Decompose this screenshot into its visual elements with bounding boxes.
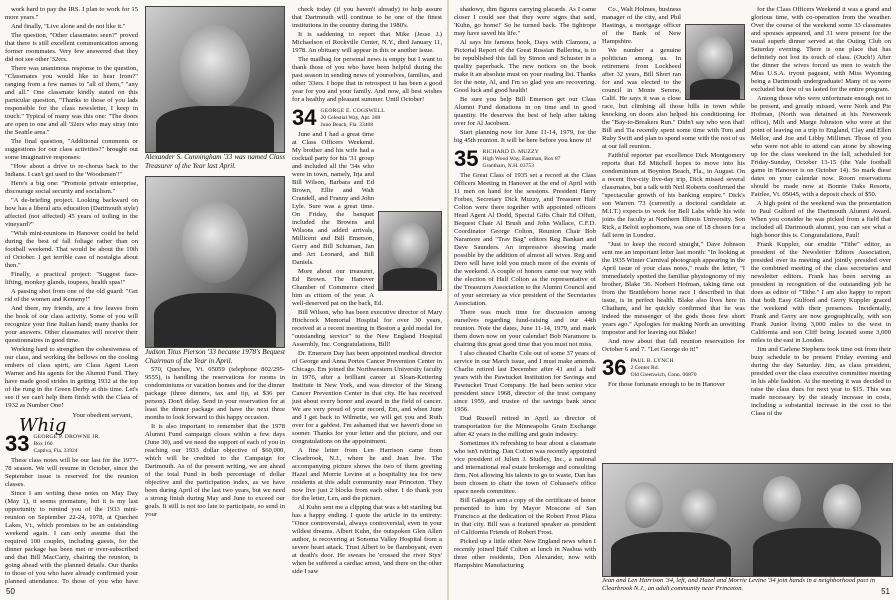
left-col-1 [5,6,138,586]
col2-paragraphs [145,366,285,519]
photo-caption-pierson: Judson Titus Pierson '33 became 1978's Bequest Chairman of the Year in April. [145,348,285,365]
class-34-header [292,105,442,130]
paragraph: The Great Class of 1935 set a record at the Class Officers Meeting in Hanover at the end of April with 11 men on hand for the sessions. President Harry Forbes, Secretary Dick Muzzy, and Treasurer Half Colton were there together with appointed officers Head Agent Al Dodd, Special Gifts Chair Ed Offutt, Bequest Chair Al Brush and John Wallace, C.F.D. Coordinator George Colton, Reunion Chair Bob Naramore and "Trav Bag" editors Reg Bankart and Dave Saunders. An impressive showing made possible by the addition of almost all wives. Reg and Dero will have told you much more of the events of the weekend. A couple of honors came our way with the election of Half Colton as the representative of the Treasurers Association to the Alumni Council and of your secretary as vice president of the Secretaries Association. [454,172,596,307]
photo-caption-cunningham: Alexander S. Cunningham '33 was named Class Treasurer of the Year last April. [145,153,285,170]
paragraph: Dud Russell retired in April as director of transportation for the Minneapolis Grain Exchange after 42 years in the milling and grain industry. [454,415,596,438]
paragraph: Al says his famous book, Days with Clamora, a Pictorial Report of the Great Russian Ballerina, is to be republished this fall by Simon and Schuster in a quality paperback. The new notices on the book make it an absolute must on your reading list. Thanks for the note, Al, and I'm so glad you are recovering. Good luck and good health! [454,39,596,94]
paragraph: And finally, "Live alone and do not like it." [11,23,126,30]
col1-paragraphs-after [5,457,138,586]
paragraph: Co., Walt Holmes, business manager of the city, and Phil Hastings, a mortgage officer of the Bank of New Hampshire. [602,6,681,45]
class-secretary: PAUL B. LYNCH 2 Center Rd. Old Greenwich, Conn. 06870 [630,358,697,378]
paragraph: There was much time for discussion among ourselves regarding fund-raising and our 44th reunion. Note the dates, June 11-14, 1979, and mark them down now on your calendar! Bob Naramore is chairing this great good time that you must not miss. [454,309,596,348]
paragraph: And there, my friends, are a few leaves from the book of our class activity. Some of you will recognize your fine Italian hand; many thanks for your answers. Other classmates will receive their questionnaires in good time. [5,305,138,344]
paragraph: More about our treasurer, Ed Brown. The Hanover Chamber of Commerce cited him as citizen of the year. A well-deserved pat on the back, Ed. [292,268,383,307]
class-number: 36 [602,355,627,380]
paragraph: I also cheated Charlie Cole out of some 37 years of service in our March issue, and I must make amends. Charlie retired last December after 41 and a half years with the Pawtucket Institution for Savings and Pawtucket Trust Company. He had been senior vice president since 1968, director of the trust company since 1959, and trustee of the savings bank since 1956. [454,350,596,413]
signature: Whig [19,415,67,436]
paragraph: for the Class Officers Weekend it was a grand and glorious time, with co-operation from the weather. Over the course of the weekend some 33 classmates and spouses appeared, and 31 were present for the usual superb dinner served at the Outing Club on Saturday evening. There is one place that has definitely not lost its touch of class. (Ouch!) After the dinner the wives forced us men to watch the Miss U.S.A. tryout pageant, with Miss Wyoming being a Dartmouth undergraduate! Many of us were excluded but few of us lasted for the entire program. [751,6,891,93]
paragraph: Jim and Carlene Stephens took time out from their busy schedule to be present Friday evening and during the day Saturday. Jim, as class president, presided over the class executive committee meeting in his able fashion. At the meeting it was decided to raise the class dues for next year to $15. This was made necessary by the steady increase in costs, including a substantial increase in the cost to the Class of the [751,346,891,417]
class-number: 34 [292,105,317,130]
right-col-3 [751,6,891,461]
paragraph: The mailbag for personal news is empty but I want to thank those of you who have been helpful during the past season in sending news of yourselves, families, and other '33ers. I hope that in retrospect it has been a good year for you and your family. And now, all best wishes for a healthy and pleasant summer. Until October! [292,56,442,103]
col2-paragraphs-after [602,381,745,389]
paragraph: Finally, a practical project: "Suggest face-lifting, monkey glands, toupees, health spas!" [5,271,138,286]
signoff: Your obedient servant, [72,412,132,419]
class-number: 33 [5,431,30,456]
col1-paragraphs [5,6,138,410]
paragraph: Be sure you help Bill Emerson get our Class Alumni Fund donations in on time and in good quantity. He deserves the best of help after taking over for Al Jacobsen. [454,96,596,127]
class-35-header [454,146,596,171]
paragraph: Start planning now for June 11-14, 1979, for the big 45th reunion. It will be here before you know it! [454,129,596,144]
portrait-photo-short [685,24,745,100]
paragraph: It is also important to remember that the 1978 Alumni Fund campaign closes within a few days (June 30), and we need the support of each of you in reaching our 1933 dollar objective of $60,000, which will be credited to the Campaign for Dartmouth. As of the present writing, we are ahead of the total Fund in both percentage of dollar objective and the participation index, as we have been during April of the last two years, but we need a strong finish during May and June to exceed our goals. It still is not too late to participate, so send in your [145,423,285,519]
paragraph: "Just to keep the record straight," Dave Johnson sent me an important letter last month: "In looking at the 1935 Winter Carnival photograph appearing in the April issue of your class notes," reads the letter, "I immediately spotted the familiar physiognomy of my brother, Blake '36. Norbert Hofman, taking time out from the Brattleboro horse race I described in that issue, is in perfect health. Blake also lives here in Chatham, and he quickly confirmed that he was indeed the messenger of the gods those few short years ago." Apologies for making North an unwitting impostor and for leaving out Blake! [602,241,745,336]
paragraph: June and I had a great time at Class Officers Weekend. My brother and his wife had a cocktail party for his '31 group and included all the '34s who were in town, namely, Irja and Bill Wilson, Barbara and Ed Brown, Ellie and Walt Crandell, and Franny and John Lyle. Sure was a great time. On Friday, the banquet included the Browns and Wilsons and added arrivals, Millicent and Bill Emerson, Gerry and Bill Schuman, Jan and Art Leonard, and Bill Daniels. [292,131,374,266]
paragraph: Frank Kuppler, our erudite "Tithe" editor, as president of the Newsletter Editors Association, presided over its meeting and jointly presided over the combined meeting of the class secretaries and newsletter editors. Frank has been serving as president in recognition of the outstanding job he does as editor of "Tithe." I am also happy to report that both Easy Gulford and Gerry Kuppler graced the weekend with their presences. Incidentally, Frank and Gerry are now geographically, with son Frank Junior living 3,000 miles to the west in California and son Cliff being located some 3,000 miles to the east in London. [751,241,891,344]
col3-paragraphs-after [292,131,442,576]
paragraph: There was unanimous response to the question, "Classmates you would like to hear from?" ranging from a few names to "all of them," "any and all." One classmate kindly stated on this particular question, "Thanks to those of you lads responsible for the class newsletter, I keep in touch." Typical of many was this one: "The doors are open to one and all '32ers who may stray into the Seattle area." [5,65,138,136]
paragraph: Dr. Emerson Day has been appointed medical director of George and Anna Portes Cancer Prevention Center in Chicago. Em joined the Northwestern University faculty in 1976, after a brilliant career at Sloan-Kettering Institute in New York, and was director of the Strang Cancer Prevention Center in that city. He has received just about every honor and award in the field of cancer. We are very proud of your record, Em, and when June and I get back to Wilmette, we will get you and Ruth over for a gabfest. I'm ashamed that we haven't done so sooner. Thanks for your letter and the picture, and our congratulations on the appointment. [292,350,442,445]
paragraph: check today (if you haven't already) to help assure that Dartmouth will continue to be one of the finest institutions in the country during the 1980's. [292,6,442,29]
paragraph: A high point of the weekend was the presentation to Paul Gulford of the Dartmouth Alumni Award. When you consider he was picked from a field that included all Dartmouth alumni, you can see what a high honor this is. Congratulations, Paul! [751,200,891,239]
paragraph: A fine letter from Len Harrison came from Clearbrook, N.J., where he and Jean live. The accompanying picture shows the two of them greeting Hazel and Morrie Levine at a hospitality tea for new residents at this adult community near Princeton. They now live just 2 blocks from each other. I do thank you for the letter, Len, and the picture. [292,447,442,502]
paragraph: We number a genuine politician among us. In retirement from Lockheed after 32 years, Bill Short ran for and was elected to the council in Monte Sereno, Calif. He says it was a close race, but climbing all those hills in town while knocking on doors also helped his conditioning for the "Bay-to-Breakers Run." Didn't say who won that! Bill and Tia recently spent some time with Tom and Ruby Swift and plan to spend some with the rest of us at our fall reunion. [602,47,745,150]
paragraph: Al Kuhn sent me a clipping that was a bit startling but has a happy ending. I quote the article in its entirety: "Once controversial, always controversial, even in your wildest dreams. Albert Kuhn, the outspoken Glen Allen author, is recovering at Sonoma Valley Hospital from a severe heart attack. Trust Albert to be flamboyant, even at death's door. He swears he 'crossed the river Styx' when he suffered a cardiac arrest, 'and there on the other side I saw [292,504,442,575]
left-col-3 [292,6,442,586]
paragraph: These class notes will be our last for the 1977-78 season. We will resume in October, since the September issue is reserved for the reunion classes. [5,457,138,488]
paragraph: shadowy, dim figures carrying placards. As I came closer I could see that they were signs that said, 'Kuhn, go home!' So he turned back. The tightrope may have saved his life." [454,6,596,37]
portrait-photo-pierson [145,176,285,348]
paragraph: Here's a big one: "Promote private enterprise, discourage social security and socialism." [5,180,138,195]
group-photo-caption: Jean and Len Harrison '34, left, and Hazel and Morrie Levine '34 join hands in a neighborhood pact in Clearbrook N.J., an adult community near Princeton. [602,577,876,592]
paragraph: 570, Quechee, Vt. 05059 (telephone 802/295-9555), is handling the reservations for rooms in condominiums or vacation homes and for the dinner package (three dinners, tax and tip, at $36 per person). Don't delay. Send in your reservation for at least the dinner package and have the next three months to look forward to this happy occasion. [145,366,285,422]
right-page [449,0,896,600]
paragraph: Since I am writing these notes on May Day (May 1), it seems premature, but it is my last opportunity to remind you of the 1933 mini-reunion on September 22-24, 1978, at Quechee Lakes, Vt., which promises to be an outstanding weekend again. I can only assume that the required 100 couples, including guests, for the dinner package has been met or over-subscribed and that Bill MacCarty, chairing the reunion, is going ahead with the planned details. Our thanks to those of you who have already confirmed your planned attendance. To those of you who have [5,490,138,585]
page-number-right: 51 [881,587,890,596]
portrait-photo-cunningham [145,6,285,153]
paragraph: "How about a drive to re-chorus back to the Indians. I can't get used to the 'Woodsmen'!" [5,163,138,178]
class-number: 35 [454,146,479,171]
paragraph: For those fortunate enough to be in Hanover [608,381,726,388]
col3-body [292,131,442,576]
paragraph: "Wish mini-reunions in Hanover could be held during the best of fall foliage rather than on football weekend. That would be about the 10th of October. I get terrible case of nostalgia about then." [5,230,138,269]
paragraph: Faithful reporter par excellence Dick Montgomery reports that Ed Mitchell hopes to move into his condominium at Boynton Beach, Fla., in August. On a recent five-city five-day trip, Dick missed several classmates, but a talk with Neil Roberts confirmed the "spectacular growth of his banking empire." Dick's son Warren '73 (currently a doctoral candidate at M.I.T.) expects to work for Bell Labs while his wife joins the faculty at Northern Illinois University. Son Rick, a Beloit sophomore, was one of 18 chosen for a fall term in London. [602,152,745,239]
paragraph: Picked up a little other New England news when I recently joined Half Colton at lunch in Nashua with three other residents, Don Alexander, now with Hampshire Manufacturing [454,538,596,569]
paragraph: Bill Gahagan sent a copy of the certificate of honor presented to him by Mayor Moscone of San Francisco at the dedication of the Robert Frost Plaza in that city. Bill was a featured speaker as president of California Friends of Robert Frost. [454,497,596,536]
right-col-1 [454,6,596,586]
group-photo-harrison-levine [602,463,893,577]
paragraph: Among those who were unfortunate enough not to be present, and greatly missed, were Nork and Pie Hofman, (North was detained at his Newsweek office), Milt and Marge Johnston who were at the point of leaving on a trip to England, Clay and Ellen Mellor, and Joe and Libby Millimet. Those of you who were not able to attend can atone by showing up for the class weekend in the fall, scheduled for Friday-Sunday, October 13-15 (the Yale football game in Hanover is on October 14). So mark these dates on your calendar now. Room reservations should be made now at Bonnie Oaks Resorts, Fairlee, Vt. 05045, with a deposit check of $50. [751,95,891,198]
paragraph: And now about that fall reunion reservation for October 6 and 7. "Let George do it!" [602,338,745,353]
paragraph: "A de-briefing project. Looking backward on how has a liberal arts education (Dartmouth style) affected (not affected) 45 years of toiling in the vineyard?" [5,197,138,228]
paragraph: Working hard to strengthen the cohesiveness of our class, and working the bellows on the cooling embers of class spirit, are Class Agent Leon Warner and his agents for the Alumni Fund. They have made good strides in getting 1932 at the top of the rung in the Green Derby at this time. Let's see if we can't help them finish with the Class of 1932 as Number One! [5,346,138,409]
class-secretary: GEORGE P. DROWNE JR. Box 160 Captiva, Fla. 33924 [33,434,101,454]
page-number-left: 50 [6,587,15,596]
class-36-header [602,355,745,380]
paragraph: A passing shot from one of the old guard: "Get rid of the women and Kemeny!" [5,288,138,303]
paragraph: Sometimes it's refreshing to hear about a classmate who isn't retiring. Dan Cotton was recently appointed vice president of Julien J. Studley, Inc., a national and international real estate brokerage and consulting firm. Not allowing his talents to go to waste, Dan has been chosen to chair the town of Cohasset's office space needs committee. [454,440,596,495]
paragraph: Bill Wilson, who has been executive director of Mary Hitchcock Memorial Hospital for over 30 years, received at a recent meeting in Boston a gold medal for "outstanding service" to the New England Hospital Assembly, Inc. Congratulations, Bill! [292,309,442,348]
class-secretary: RICHARD D. MUZZY High Wood Way, Eastman, Box 87 Grantham, N.H. 03753 [482,149,561,169]
col3-paragraphs [292,6,442,104]
paragraph: work hard to pay the IRS. I plan to work for 15 more years." [5,6,138,21]
left-page [0,0,447,600]
paragraph: It is saddening to report that Mike (Jesse J.) Michaelson of Rockville Center, N.Y., died January 11, 1978. An obituary will appear in this or another issue. [292,31,442,54]
paragraph: The question, "Other classmates seen?" proved that there is still excellent communication among former roommates. Very few answered that they did not see other '32ers. [5,32,138,63]
class-33-header [5,431,138,456]
paragraph: The final question, "Additional comments or suggestions for our class activities?" brought out some imaginative responses: [5,138,138,161]
class-secretary: GEORGE E. COGSWELL 20 Celestial Way, Apt. 308 Juno Beach, Fla. 33408 [320,108,385,128]
col3-paragraphs [751,6,891,418]
left-col-2 [145,6,285,586]
col1-paragraphs [454,6,596,145]
portrait-photo-day [378,211,442,291]
col1-paragraphs-after [454,172,596,570]
right-col-2 [602,6,745,461]
